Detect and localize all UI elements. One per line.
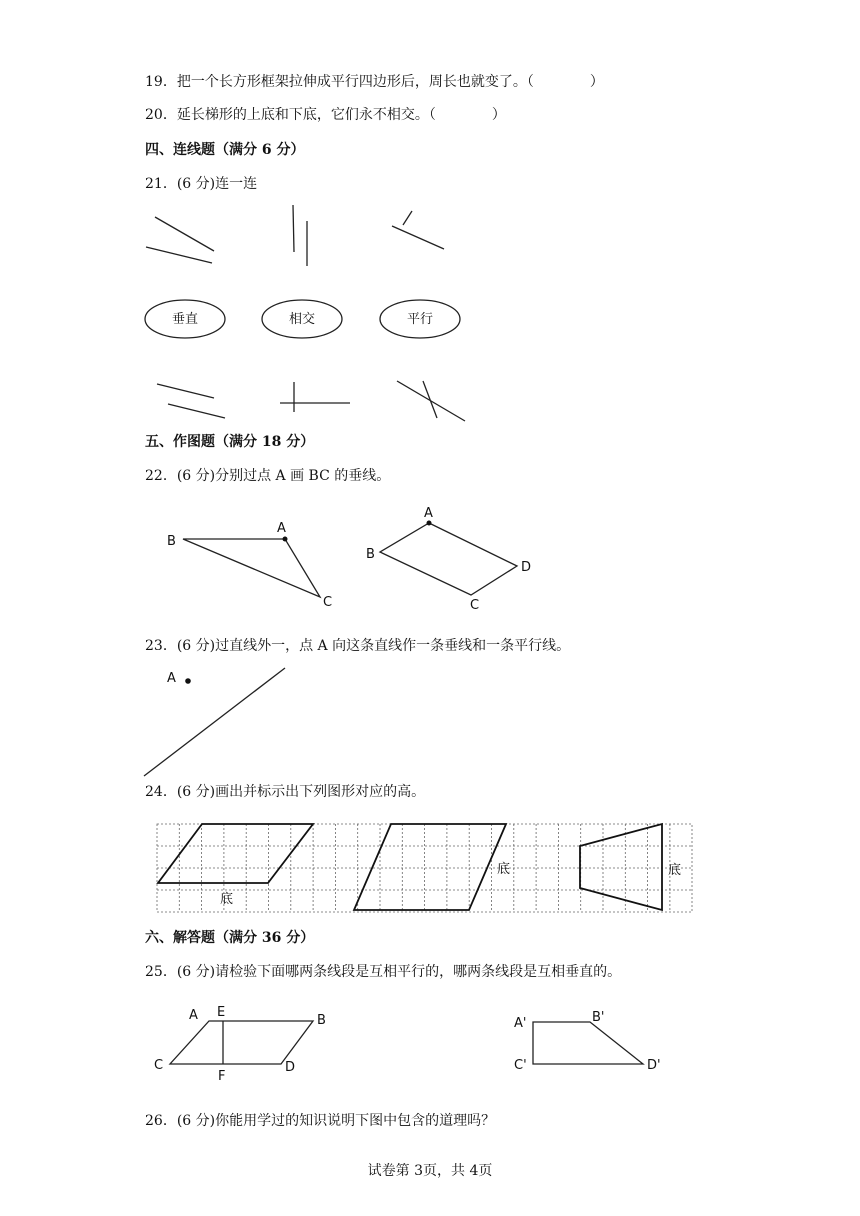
q24-trapezoid xyxy=(580,824,662,910)
question-19: 19．把一个长方形框架拉伸成平行四边形后，周长也就变了。（ ） xyxy=(145,74,604,90)
question-24: 24．(6 分)画出并标示出下列图形对应的高。 xyxy=(145,784,426,800)
q23-line xyxy=(144,668,285,776)
label-d-prime: D' xyxy=(647,1058,661,1073)
q21-intersect-lines-top xyxy=(146,217,214,263)
label-a: A xyxy=(189,1008,198,1023)
label-c: C xyxy=(323,595,333,610)
label-d: D xyxy=(521,560,532,575)
label-base: 底 xyxy=(220,892,234,907)
q21-intersect-lines-bottom xyxy=(397,381,465,421)
q24-parallelogram-2 xyxy=(354,824,506,910)
label-b: B xyxy=(167,534,176,549)
q22-point-a-parallelogram xyxy=(427,521,432,526)
question-21: 21．(6 分)连一连 xyxy=(145,176,258,192)
label-c: C xyxy=(154,1058,164,1073)
q22-triangle xyxy=(183,539,320,597)
q21-parallel-lines-top xyxy=(293,205,307,266)
q23-point-a xyxy=(185,678,191,684)
label-d: D xyxy=(285,1060,296,1075)
question-20: 20．延长梯形的上底和下底，它们永不相交。（ ） xyxy=(145,107,506,123)
oval-label-intersect: 相交 xyxy=(288,312,316,327)
q25-parallelogram-figure xyxy=(170,1021,313,1064)
label-a: A xyxy=(424,506,433,521)
page-footer: 试卷第 3页，共 4页 xyxy=(367,1163,493,1179)
q21-parallel-lines-bottom xyxy=(157,384,225,418)
section-heading-6: 六、解答题（满分 36 分） xyxy=(145,930,315,946)
label-b: B xyxy=(366,547,375,562)
q21-perpendicular-lines-top xyxy=(392,211,444,249)
section-heading-4: 四、连线题（满分 6 分） xyxy=(145,142,305,158)
label-c: C xyxy=(470,598,480,613)
section-heading-5: 五、作图题（满分 18 分） xyxy=(145,434,315,450)
label-a-prime: A' xyxy=(514,1016,527,1031)
label-b: B xyxy=(317,1013,326,1028)
label-b-prime: B' xyxy=(592,1010,605,1025)
q24-parallelogram-1 xyxy=(158,824,313,883)
label-base: 底 xyxy=(497,862,511,877)
label-c-prime: C' xyxy=(514,1058,527,1073)
question-26: 26．(6 分)你能用学过的知识说明下图中包含的道理吗？ xyxy=(145,1113,496,1129)
label-e: E xyxy=(217,1005,226,1020)
label-a: A xyxy=(277,521,286,536)
oval-label-parallel: 平行 xyxy=(406,312,434,327)
label-a: A xyxy=(167,671,176,686)
label-f: F xyxy=(218,1069,226,1084)
question-22: 22．(6 分)分别过点 A 画 BC 的垂线。 xyxy=(145,468,391,484)
q21-perpendicular-lines-bottom xyxy=(280,382,350,412)
oval-label-perpendicular: 垂直 xyxy=(171,312,199,327)
question-23: 23．(6 分)过直线外一，点 A 向这条直线作一条垂线和一条平行线。 xyxy=(145,638,571,654)
q25-right-trapezoid xyxy=(533,1022,643,1064)
label-base: 底 xyxy=(668,863,682,878)
q22-point-a-triangle xyxy=(283,537,288,542)
question-25: 25．(6 分)请检验下面哪两条线段是互相平行的，哪两条线段是互相垂直的。 xyxy=(145,964,622,980)
q22-parallelogram xyxy=(380,523,517,595)
